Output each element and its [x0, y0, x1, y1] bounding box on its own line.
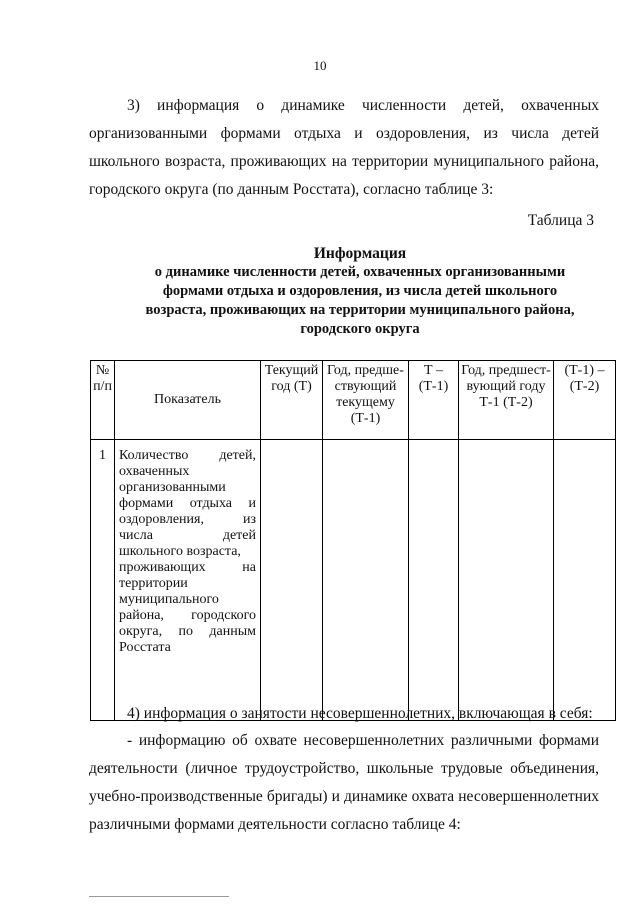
paragraph-line: организованными формами отдыха и оздоровления, из числа детей	[89, 125, 599, 142]
table-title-line: городского округа	[300, 321, 420, 337]
row-diff-2-cell	[554, 440, 616, 721]
header-previous-year: Год, предше-ствующий текущему (Т-1)	[323, 361, 409, 440]
indicator-line: муниципального	[119, 592, 219, 607]
paragraph-line: - информацию об охвате несовершеннолетних различными формами	[127, 732, 599, 749]
indicator-line: школьного возраста,	[119, 544, 241, 559]
paragraph-line: деятельности (личное трудоустройство, школьные трудовые объединения,	[89, 760, 599, 777]
header-indicator: Показатель	[115, 361, 261, 440]
indicator-line: округа, по данным	[119, 624, 256, 639]
indicator-line: района, городского	[119, 608, 256, 623]
footer-rule	[89, 896, 229, 897]
table-title	[100, 244, 620, 339]
table-title-heading: Информация	[313, 245, 407, 262]
table-title-line: возраста, проживающих на территории муниципального района,	[145, 302, 575, 318]
row-current-year-cell	[261, 440, 323, 721]
indicator-line: Количество детей,	[119, 448, 256, 463]
paragraph-3	[89, 92, 599, 204]
header-year-t2: Год, предшест-вующий году Т-1 (Т-2)	[459, 361, 554, 440]
indicator-line: формами отдыха и	[119, 496, 256, 511]
paragraph-line: городского округа (по данным Росстата), согласно таблице 3:	[89, 181, 494, 198]
row-year-t2-cell	[459, 440, 554, 721]
table-label: Таблица 3	[527, 212, 594, 229]
table-header-row	[91, 361, 616, 440]
paragraph-line: 4) информация о занятости несовершеннолетних, включающая в себя:	[127, 705, 593, 722]
paragraph-line: 3) информация о динамике численности детей, охваченных	[127, 97, 599, 114]
paragraph-line: школьного возраста, проживающих на территории муниципального района,	[89, 153, 599, 170]
header-diff-1: Т – (Т-1)	[409, 361, 459, 440]
table-title-line: формами отдыха и оздоровления, из числа детей школьного	[162, 283, 558, 299]
header-num: № п/п	[91, 361, 115, 440]
row-diff-1-cell	[409, 440, 459, 721]
header-diff-2: (Т-1) – (Т-2)	[554, 361, 616, 440]
header-current-year: Текущий год (Т)	[261, 361, 323, 440]
paragraph-4-details	[89, 727, 599, 839]
data-table	[90, 360, 616, 721]
indicator-line: территории	[119, 576, 188, 591]
page-number: 10	[313, 58, 327, 73]
indicator-line: охваченных	[119, 464, 190, 479]
paragraph-4	[89, 700, 599, 728]
indicator-line: проживающих на	[119, 560, 256, 575]
table-row	[91, 440, 616, 721]
indicator-line: оздоровления, из	[119, 512, 256, 527]
indicator-line: Росстата	[119, 640, 171, 655]
paragraph-line: учебно-производственные бригады) и динамике охвата несовершеннолетних	[89, 788, 599, 805]
row-num: 1	[91, 440, 115, 721]
indicator-line: организованными	[119, 480, 226, 495]
indicator-line: числа детей	[119, 528, 256, 543]
paragraph-line: различными формами деятельности согласно таблице 4:	[89, 816, 461, 833]
table-title-line: о динамике численности детей, охваченных организованными	[154, 264, 566, 280]
row-previous-year-cell	[323, 440, 409, 721]
row-indicator	[115, 440, 261, 721]
